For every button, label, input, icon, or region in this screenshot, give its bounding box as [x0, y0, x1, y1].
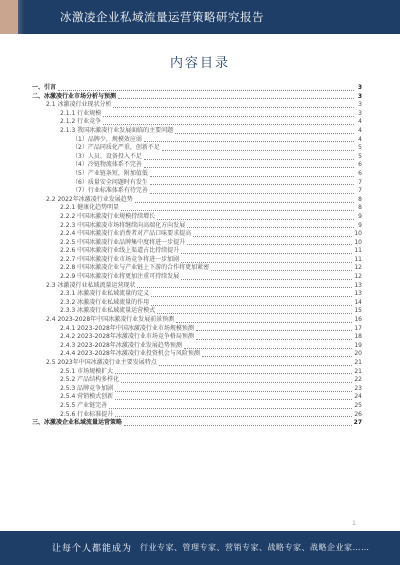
toc-entry-label: 2.3.2 冰激凌行业私域流量的作用: [60, 298, 150, 306]
toc-entry-label: （7）行业标准体系有待完善: [72, 187, 148, 195]
toc-leader-dots: [184, 348, 352, 349]
toc-entry[interactable]: [32, 84, 362, 93]
toc-leader-dots: [137, 287, 352, 288]
toc-entry[interactable]: [32, 350, 362, 359]
toc-entry-label: （2）产品同质化严重，创新不足: [72, 144, 160, 152]
toc-entry-label: 2.5.5 产业链完善: [60, 401, 108, 409]
toc-entry[interactable]: [32, 376, 362, 385]
toc-entry-page: 6: [358, 169, 362, 177]
toc-leader-dots: [159, 365, 353, 366]
toc-entry[interactable]: [32, 316, 362, 325]
toc-leader-dots: [175, 133, 354, 134]
toc-entry-page: 15: [354, 307, 362, 315]
toc-entry-page: 5: [358, 152, 362, 160]
toc-entry[interactable]: [32, 368, 362, 377]
toc-entry-label: 一、引言: [32, 84, 57, 91]
toc-leader-dots: [113, 107, 354, 108]
toc-leader-dots: [176, 322, 352, 323]
toc-entry-page: 12: [354, 273, 362, 281]
toc-entry-label: 2.3.3 冰激凌行业私域流量运营模式: [60, 307, 156, 315]
toc-entry-page: 8: [358, 195, 362, 203]
toc-entry[interactable]: [32, 359, 362, 368]
toc-entry-label: 2.5.1 市场规模扩大: [60, 367, 114, 375]
footer-slogan: 让每个人都能成为: [52, 544, 133, 554]
toc-leader-dots: [115, 416, 352, 417]
toc-leader-dots: [121, 210, 354, 211]
toc-entry[interactable]: [32, 307, 362, 316]
toc-entry[interactable]: [32, 127, 362, 136]
toc-entry[interactable]: [32, 411, 362, 420]
toc-entry-page: 3: [357, 92, 362, 100]
toc-entry-label: 2.2.5 中国冰激凌行业品牌集中度将进一步提升: [60, 238, 186, 246]
toc-entry-label: 2.4.1 2023-2028年中国冰激凌行业市场规模预测: [60, 324, 194, 332]
toc-leader-dots: [157, 219, 354, 220]
toc-entry[interactable]: [32, 230, 362, 239]
toc-entry[interactable]: [32, 282, 362, 291]
toc-entry-label: 2.5 2023年中国冰激凌行业主要发展特点: [46, 359, 157, 366]
toc-leader-dots: [103, 124, 354, 125]
toc-entry-page: 7: [358, 187, 362, 195]
toc-entry[interactable]: [32, 264, 362, 273]
toc-leader-dots: [157, 313, 352, 314]
toc-leader-dots: [124, 425, 352, 426]
toc-leader-dots: [196, 330, 352, 331]
toc-entry-page: 10: [354, 230, 362, 238]
toc-entry-page: 17: [354, 324, 362, 332]
toc-entry[interactable]: [32, 325, 362, 334]
toc-entry-label: 2.2.6 中国冰激凌行业线上渠道占比持续提升: [60, 247, 180, 255]
toc-entry[interactable]: [32, 419, 362, 428]
toc-entry[interactable]: [32, 136, 362, 145]
toc-entry[interactable]: [32, 187, 362, 196]
toc-leader-dots: [181, 262, 352, 263]
toc-entry[interactable]: [32, 101, 362, 110]
toc-entry-label: （4）冷链物流体系不完善: [72, 161, 142, 169]
toc-entry-page: 21: [354, 367, 362, 375]
toc-entry-label: 2.2.9 中国冰激凌行业将更加注重可持续发展: [60, 273, 180, 281]
toc-leader-dots: [150, 184, 354, 185]
toc-leader-dots: [144, 159, 354, 160]
toc-entry-page: 23: [354, 384, 362, 392]
toc-leader-dots: [118, 98, 354, 99]
toc-entry-page: 25: [354, 401, 362, 409]
page-footer: [0, 531, 400, 565]
toc-entry-page: 8: [358, 204, 362, 212]
toc-entry[interactable]: [32, 239, 362, 248]
toc-entry-label: 2.4.2 2023-2028年冰激凌行业市场竞争格局预测: [60, 333, 194, 341]
toc-entry-page: 6: [358, 161, 362, 169]
toc-leader-dots: [109, 408, 352, 409]
toc-entry-label: 2.2.8 中国冰激凌企业与产业链上下游的合作将更加紧密: [60, 264, 210, 272]
toc-entry-page: 14: [354, 298, 362, 306]
toc-entry[interactable]: [32, 333, 362, 342]
toc-entry-page: 18: [354, 333, 362, 341]
toc-entry[interactable]: [32, 204, 362, 213]
report-title: 冰激凌企业私域流量运营策略研究报告: [60, 10, 264, 24]
toc-leader-dots: [181, 253, 352, 254]
header-accent: [0, 0, 18, 34]
toc-entry-page: 11: [354, 247, 362, 255]
toc-leader-dots: [150, 193, 354, 194]
toc-entry-label: 2.1 冰激凌行业现状分析: [46, 101, 112, 109]
toc-entry-page: 9: [358, 212, 362, 220]
toc-entry-label: 2.1.1 行业规模: [60, 109, 102, 117]
toc-entry-label: 2.2.2 中国冰激凌行业规模持续增长: [60, 212, 156, 220]
toc-leader-dots: [211, 270, 352, 271]
toc-leader-dots: [202, 356, 352, 357]
toc-entry-page: 12: [354, 264, 362, 272]
toc-leader-dots: [151, 296, 352, 297]
toc-leader-dots: [187, 227, 354, 228]
toc-entry[interactable]: [32, 93, 362, 102]
toc-entry-page: 3: [358, 109, 362, 117]
toc-entry[interactable]: [32, 170, 362, 179]
toc-entry-page: 10: [354, 238, 362, 246]
toc-entry-page: 11: [354, 255, 362, 263]
toc-entry[interactable]: [32, 402, 362, 411]
toc-leader-dots: [115, 373, 352, 374]
footer-tagline: 行业专家、管理专家、营销专家、战略专家、战略企业家……: [140, 543, 370, 552]
toc-leader-dots: [187, 244, 352, 245]
toc-entry-page: 4: [358, 126, 362, 134]
toc-leader-dots: [196, 339, 352, 340]
toc-entry[interactable]: [32, 179, 362, 188]
toc-entry-label: （6）质量安全问题时有发生: [72, 178, 148, 186]
toc-entry-page: 7: [358, 178, 362, 186]
page-number: 1: [352, 520, 356, 527]
toc-entry-page: 5: [358, 144, 362, 152]
toc-entry-page: 19: [354, 341, 362, 349]
toc-leader-dots: [181, 279, 352, 280]
toc-entry-label: （3）人员、设备投入不足: [72, 152, 142, 160]
toc-entry-label: 2.2.3 中国冰激凌市场将继续向高端化方向发展: [60, 221, 186, 229]
toc-entry-label: 2.5.6 行业标准提升: [60, 410, 114, 418]
toc-entry-page: 13: [354, 290, 362, 298]
toc-entry-label: 三、冰激凌企业私域流量运营策略: [32, 419, 123, 427]
toc-leader-dots: [162, 150, 354, 151]
toc-entry-label: 2.4.3 2023-2028年冰激凌行业发展趋势预测: [60, 341, 182, 349]
toc-entry-label: 2.1.3 我国冰激凌行业发展面临的主要问题: [60, 126, 174, 134]
toc-leader-dots: [193, 236, 352, 237]
toc-entry-page: 9: [358, 221, 362, 229]
toc-entry-label: 2.2 2022年冰激凌行业发展趋势: [46, 195, 133, 203]
toc-entry-page: 3: [358, 101, 362, 109]
toc-entry-label: 2.5.4 营销模式创新: [60, 393, 114, 401]
toc-entry-label: 二、冰激凌行业市场分析与预测: [32, 92, 117, 100]
toc-leader-dots: [144, 167, 354, 168]
toc-entry[interactable]: [32, 222, 362, 231]
toc-leader-dots: [115, 391, 352, 392]
table-of-contents: [32, 84, 362, 428]
toc-entry[interactable]: [32, 144, 362, 153]
toc-entry-label: 2.2.4 中国冰激凌行业消费者对产品口味要求提高: [60, 230, 192, 238]
toc-entry-label: 2.2.1 健康化趋势明显: [60, 204, 120, 212]
toc-leader-dots: [150, 176, 354, 177]
toc-entry[interactable]: [32, 290, 362, 299]
toc-entry-label: 2.3 冰激凌行业私域流量运营现状: [46, 281, 136, 289]
toc-entry-page: 27: [353, 419, 362, 427]
toc-entry[interactable]: [32, 393, 362, 402]
toc-entry-page: 26: [354, 410, 362, 418]
toc-entry-label: 2.3.1 冰激凌行业私域流量的定义: [60, 290, 150, 298]
toc-heading: 内容目录: [169, 56, 230, 71]
toc-entry-page: 22: [354, 376, 362, 384]
toc-entry-page: 24: [354, 393, 362, 401]
toc-entry-label: 2.4.4 2023-2028年冰激凌行业投资机会与风险预测: [60, 350, 200, 358]
toc-leader-dots: [58, 90, 354, 91]
toc-leader-dots: [121, 382, 352, 383]
toc-entry-label: 2.5.2 产品结构多样化: [60, 376, 120, 384]
toc-leader-dots: [135, 202, 354, 203]
toc-entry[interactable]: [32, 247, 362, 256]
toc-leader-dots: [115, 399, 352, 400]
toc-entry-page: 13: [354, 281, 362, 289]
toc-entry-page: 3: [357, 84, 362, 91]
toc-entry-label: 2.5.3 品牌竞争加剧: [60, 384, 114, 392]
toc-entry-label: （5）产业链条短，附加值低: [72, 169, 148, 177]
toc-entry[interactable]: [32, 161, 362, 170]
toc-entry[interactable]: [32, 213, 362, 222]
toc-entry-page: 4: [358, 135, 362, 143]
toc-entry-page: 20: [354, 350, 362, 358]
toc-entry[interactable]: [32, 273, 362, 282]
toc-leader-dots: [103, 116, 354, 117]
toc-entry-label: 2.4 2023-2028年中国冰激凌行业发展前景预测: [46, 316, 175, 324]
toc-entry-label: 2.2.7 中国冰激凌行业市场竞争将进一步加剧: [60, 255, 180, 263]
page-header: [0, 0, 400, 34]
toc-entry-page: 21: [354, 359, 362, 366]
toc-entry-label: （1）品牌少，规模效应弱: [72, 135, 142, 143]
toc-entry-page: 4: [358, 118, 362, 126]
toc-leader-dots: [151, 305, 352, 306]
toc-entry[interactable]: [32, 118, 362, 127]
toc-entry-label: 2.1.2 行业竞争: [60, 118, 102, 126]
toc-leader-dots: [144, 141, 354, 142]
toc-entry-page: 16: [354, 316, 362, 324]
